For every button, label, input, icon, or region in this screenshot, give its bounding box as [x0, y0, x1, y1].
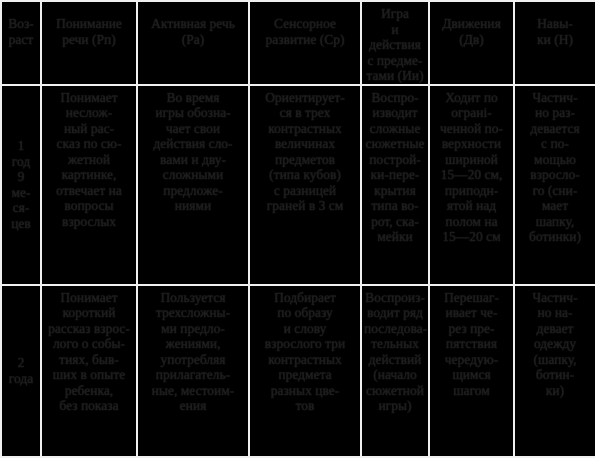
- table-cell: Подбирает по образу и слову взрослого три контрастных предмета разных цве- тов: [249, 285, 361, 457]
- age-cell: 1 год 9 ме- ся- цев: [1, 85, 41, 285]
- header-age: Воз- раст: [1, 1, 41, 85]
- table-cell: Воспроиз- водит ряд последова- тельных действий (начало сюжетной игры): [361, 285, 429, 457]
- table-cell: Понимает короткий рассказ взрос- лого о собы- тиях, быв- ших в опыте ребенка, без показа: [41, 285, 137, 457]
- header-speech-understanding: Понимание речи (Рп): [41, 1, 137, 85]
- header-skills: Навы- ки (Н): [514, 1, 595, 85]
- table-cell: Частич- но раз- девается с по- мощью взросло- го (сни- мает шапку, ботинки): [514, 85, 595, 285]
- header-sensory-development: Сенсорное развитие (Ср): [249, 1, 361, 85]
- header-play-actions: Игра и действия с предме- тами (Ии): [361, 1, 429, 85]
- table-row: [1, 85, 595, 285]
- header-active-speech: Активная речь (Ра): [137, 1, 249, 85]
- table-cell: Воспро- изводит сложные сюжетные построй- ки-пере- крытия типа во- рот, ска- мейки: [361, 85, 429, 285]
- table-cell: Перешаг- ивает че- рез пре- пятствия чередую- щимся шагом: [429, 285, 514, 457]
- table-cell: Частич- но на- девает одежду (шапку, ботин- ки): [514, 285, 595, 457]
- table-row: [1, 285, 595, 457]
- table-cell: Во время игры обозна- чает свои действия сло- вами и дву- сложными предложе- ниями: [137, 85, 249, 285]
- age-cell: 2 года: [1, 285, 41, 457]
- header-row: [1, 1, 595, 85]
- table-cell: Пользуется трехсложны- ми предло- жениями, употребляя прилагатель- ные, местоим- ения: [137, 285, 249, 457]
- header-movements: Движения (Дв): [429, 1, 514, 85]
- table-cell: Ходит по огранi- ченной по- верхности шириной 15—20 см, приподн- ятой над полом на 15—20 см: [429, 85, 514, 285]
- table-cell: Понимает неслож- ный рас- сказ по сю- жетной картинке, отвечает на вопросы взрослых: [41, 85, 137, 285]
- table-cell: Ориентирует- ся в трех контрастных величинах предметов (типа кубов) с разницей граней в 3 см: [249, 85, 361, 285]
